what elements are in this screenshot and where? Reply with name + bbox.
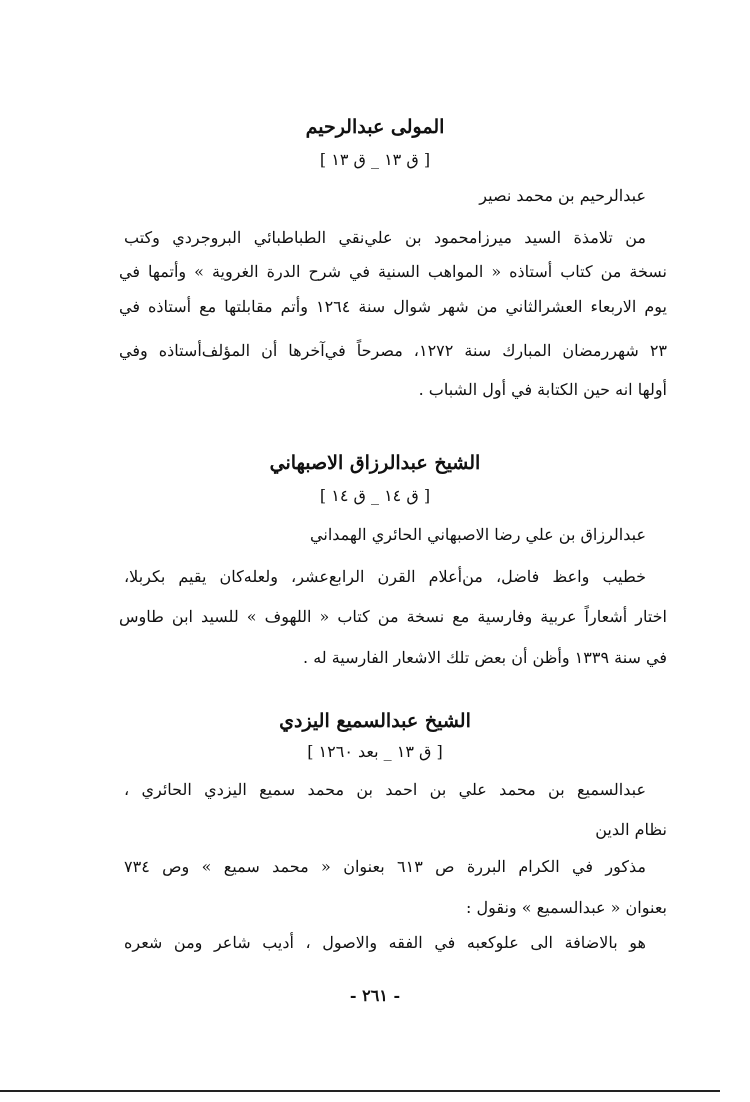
entry-text-line: ٢٣ شهررمضان المبارك سنة ١٢٧٢، مصرحاً في‌آخرها أن المؤلف‌أستاذه وفي — [119, 341, 668, 360]
entry-text-line: عبدالرحيم بن محمد نصير — [479, 186, 646, 205]
entry-text-line: عبدالرزاق بن علي رضا الاصبهاني الحائري الهمداني — [310, 525, 646, 544]
entry-text-line: في سنة ١٣٣٩ وأظن أن بعض تلك الاشعار الفارسية له . — [303, 648, 667, 667]
entry-text-line: من تلامذة السيد ميرزامحمود بن علي‌نقي الطباطبائي البروجردي وكتب — [124, 228, 646, 247]
entry-text-line: نظام الدين — [595, 820, 667, 839]
entry-text-line: نسخة من كتاب أستاذه « المواهب السنية في شرح الدرة الغروية » وأتمها في — [119, 262, 667, 281]
entry-text-line: أولها انه حين الكتابة في أول الشباب . — [418, 380, 667, 399]
bottom-rule — [0, 1090, 720, 1092]
entry-dates: [ ق ١٣ _ بعد ١٢٦٠ ] — [307, 742, 443, 761]
entry-dates: [ ق ١٣ _ ق ١٣ ] — [319, 150, 431, 169]
page-number: - ٢٦١ - — [349, 986, 401, 1005]
entry-title: الشيخ عبدالسميع اليزدي — [279, 710, 471, 732]
entry-text-line: يوم الاربعاء العشرالثاني من شهر شوال سنة ١٢٦٤ وأتم مقابلتها مع أستاذه في — [119, 297, 668, 316]
entry-text-line: مذكور في الكرام البررة ص ٦١٣ بعنوان « محمد سميع » وص ٧٣٤ — [124, 857, 646, 876]
entry-text-line: خطيب واعظ فاضل، من‌أعلام القرن الرابع‌عشر، ولعله‌كان يقيم بكربلا، — [124, 567, 646, 586]
entry-title: الشيخ عبدالرزاق الاصبهاني — [269, 452, 481, 474]
entry-text-line: هو بالاضافة الى علوكعبه في الفقه والاصول ، أديب شاعر ومن شعره — [124, 933, 646, 952]
entry-dates: [ ق ١٤ _ ق ١٤ ] — [319, 486, 431, 505]
entry-text-line: بعنوان « عبدالسميع » ونقول : — [466, 898, 667, 917]
entry-title: المولى عبدالرحيم — [305, 116, 445, 138]
entry-text-line: عبدالسميع بن محمد علي بن احمد بن محمد سميع اليزدي الحائري ، — [124, 780, 646, 799]
entry-text-line: اختار أشعاراً عربية وفارسية مع نسخة من‌ كتاب « اللهوف » للسيد ابن طاوس — [119, 607, 667, 626]
